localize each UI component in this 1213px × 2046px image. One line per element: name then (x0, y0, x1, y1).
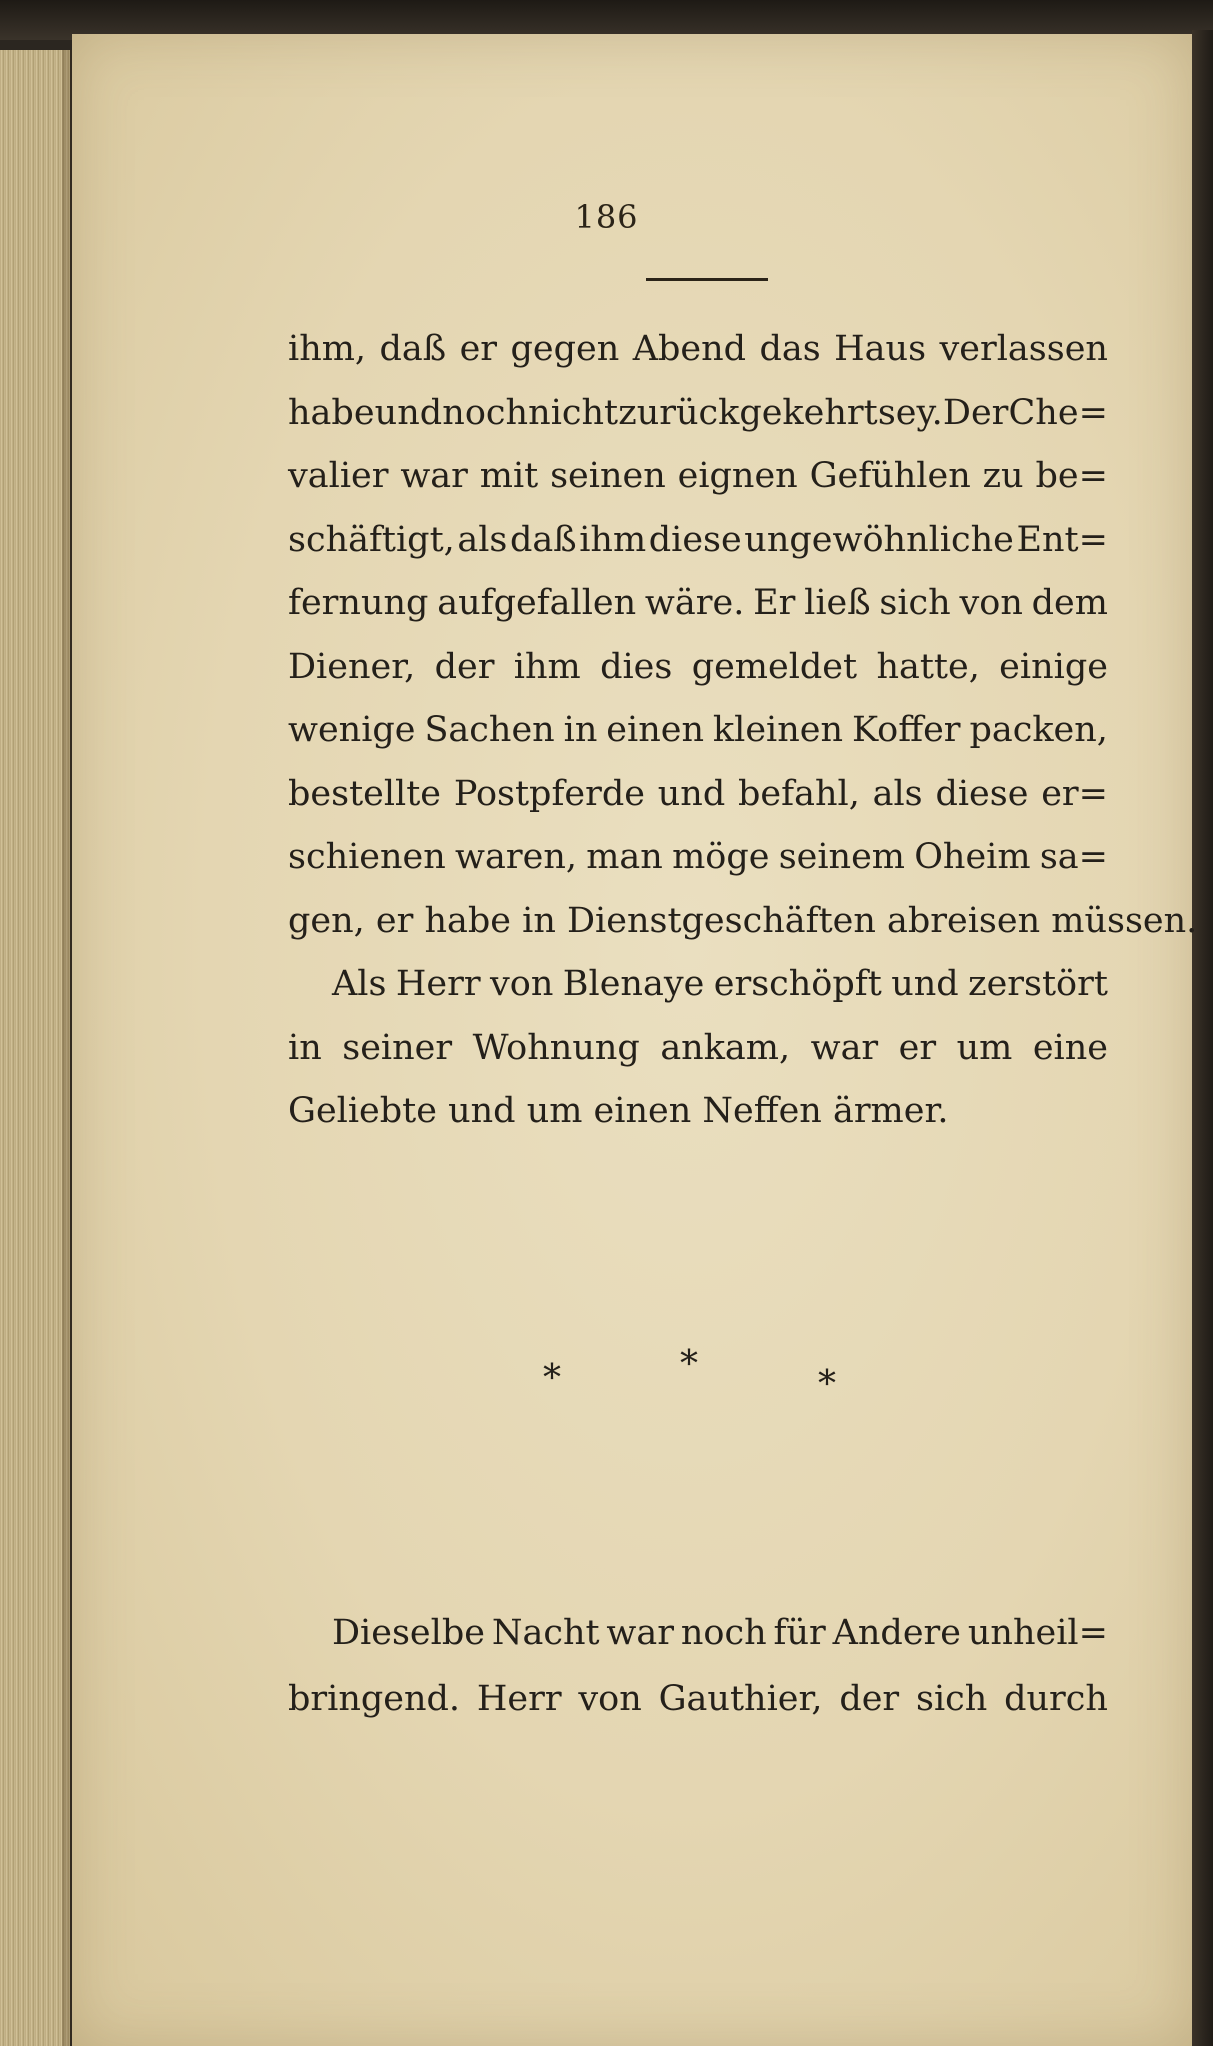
word: diese (935, 773, 1029, 814)
word: Diener, (288, 646, 416, 687)
word: Abend (632, 329, 747, 369)
word: Andere (832, 1613, 961, 1653)
text-line (288, 763, 1108, 827)
word: bringend. (288, 1679, 461, 1719)
word: das (759, 329, 821, 369)
word: einen (606, 710, 704, 750)
word: ihm, (288, 329, 367, 369)
word: Er (753, 583, 796, 623)
word: dies (600, 646, 673, 687)
word: Haus (834, 329, 927, 369)
text-line (288, 1017, 1108, 1081)
word: einige (999, 646, 1108, 687)
word: mit (479, 456, 539, 496)
word: dem (1031, 583, 1108, 623)
separator-star: * (818, 1364, 836, 1405)
text-line (288, 1600, 1108, 1666)
word: valier (288, 456, 389, 496)
text-line (288, 1080, 1108, 1144)
word: erschöpft (713, 964, 882, 1004)
word: gemeldet (691, 646, 858, 687)
word: be= (1035, 456, 1108, 496)
word: daß (509, 519, 577, 560)
word: sich (879, 583, 951, 623)
word: zerstört (968, 964, 1108, 1004)
word: man (586, 837, 663, 877)
word: waren, (455, 837, 577, 877)
text-line (288, 699, 1108, 763)
word: daß (379, 329, 447, 369)
text-line (288, 1666, 1108, 1732)
word: seiner (342, 1027, 453, 1068)
separator-star: * (680, 1344, 698, 1385)
word: als (872, 773, 923, 814)
word: Blenaye (562, 964, 705, 1004)
word: der (839, 1679, 900, 1719)
word: von (959, 583, 1023, 623)
word: Als (332, 964, 387, 1004)
word: ungewöhnliche (744, 519, 1014, 560)
word: sa= (1039, 837, 1108, 877)
word: unheil= (967, 1613, 1108, 1653)
word: er (898, 1027, 937, 1068)
word: Dieselbe (332, 1613, 485, 1653)
word: Koffer (851, 710, 961, 750)
text-line (288, 890, 1198, 954)
word: von (489, 964, 554, 1004)
text-line (288, 636, 1108, 700)
word: durch (1004, 1679, 1108, 1719)
word: war (606, 1613, 674, 1653)
text-line (288, 382, 1108, 446)
word: eine (1032, 1027, 1108, 1068)
word: noch (680, 1613, 767, 1653)
word: wäre. (644, 583, 745, 623)
line-text: gen, er habe in Dienstgeschäften abreisen müssen. (288, 900, 1198, 941)
text-line (288, 572, 1108, 636)
word: Wohnung (472, 1027, 640, 1068)
word: fernung (288, 583, 429, 623)
text-line (288, 826, 1108, 890)
book-cover-edge (1192, 30, 1213, 2046)
word: um (956, 1027, 1013, 1068)
page-number: 186 (574, 198, 639, 236)
word: in (563, 710, 598, 750)
word: wenige (288, 710, 416, 750)
word: Nacht (491, 1613, 600, 1653)
word: nicht (528, 392, 619, 433)
word: aufgefallen (437, 583, 637, 623)
word: Gauthier, (658, 1679, 823, 1719)
word: sey. (877, 392, 943, 433)
word: kleinen (712, 710, 844, 750)
word: und (891, 964, 959, 1004)
word: Herr (395, 964, 481, 1004)
text-line (288, 953, 1108, 1017)
word: habe (288, 392, 375, 433)
word: zurückgekehrt (618, 392, 878, 433)
paragraph-1 (288, 318, 1198, 1144)
word: und (657, 773, 726, 814)
word: hatte, (876, 646, 980, 687)
word: Che= (1008, 392, 1108, 433)
word: sich (915, 1679, 988, 1719)
word: bestellte (288, 773, 442, 814)
text-line (288, 318, 1108, 382)
word: der (434, 646, 495, 687)
word: Herr (476, 1679, 562, 1719)
word: gegen (510, 329, 620, 369)
word: war (810, 1027, 879, 1068)
word: Oheim (914, 837, 1031, 877)
word: Gefühlen (809, 456, 971, 496)
text-line (288, 509, 1108, 573)
word: und (374, 392, 443, 433)
paragraph-3 (288, 1600, 1108, 1732)
word: er= (1041, 773, 1108, 814)
book-page-stack (0, 50, 70, 2046)
word: möge (672, 837, 770, 877)
word: ließ (804, 583, 871, 623)
line-text: Geliebte und um einen Neffen ärmer. (288, 1091, 949, 1131)
word: er (459, 329, 498, 369)
word: schienen (288, 837, 446, 877)
separator-star: * (543, 1358, 561, 1399)
word: Sachen (424, 710, 555, 750)
word: packen, (969, 710, 1108, 750)
word: als (457, 519, 508, 560)
word: ihm (579, 519, 647, 560)
word: zu (982, 456, 1024, 496)
word: seinem (778, 837, 905, 877)
text-line (288, 445, 1108, 509)
word: verlassen (939, 329, 1108, 369)
word: ankam, (660, 1027, 791, 1068)
word: Der (942, 392, 1009, 433)
header-rule (646, 278, 768, 281)
word: ihm (513, 646, 581, 687)
word: schäftigt, (288, 519, 455, 560)
word: befahl, (738, 773, 860, 814)
word: Postpferde (453, 773, 645, 814)
word: diese (648, 519, 742, 560)
word: war (400, 456, 468, 496)
word: seinen (550, 456, 666, 496)
word: noch (442, 392, 529, 433)
word: für (773, 1613, 826, 1653)
word: von (578, 1679, 642, 1719)
word: eignen (677, 456, 798, 496)
word: Ent= (1016, 519, 1108, 560)
word: in (288, 1027, 322, 1068)
